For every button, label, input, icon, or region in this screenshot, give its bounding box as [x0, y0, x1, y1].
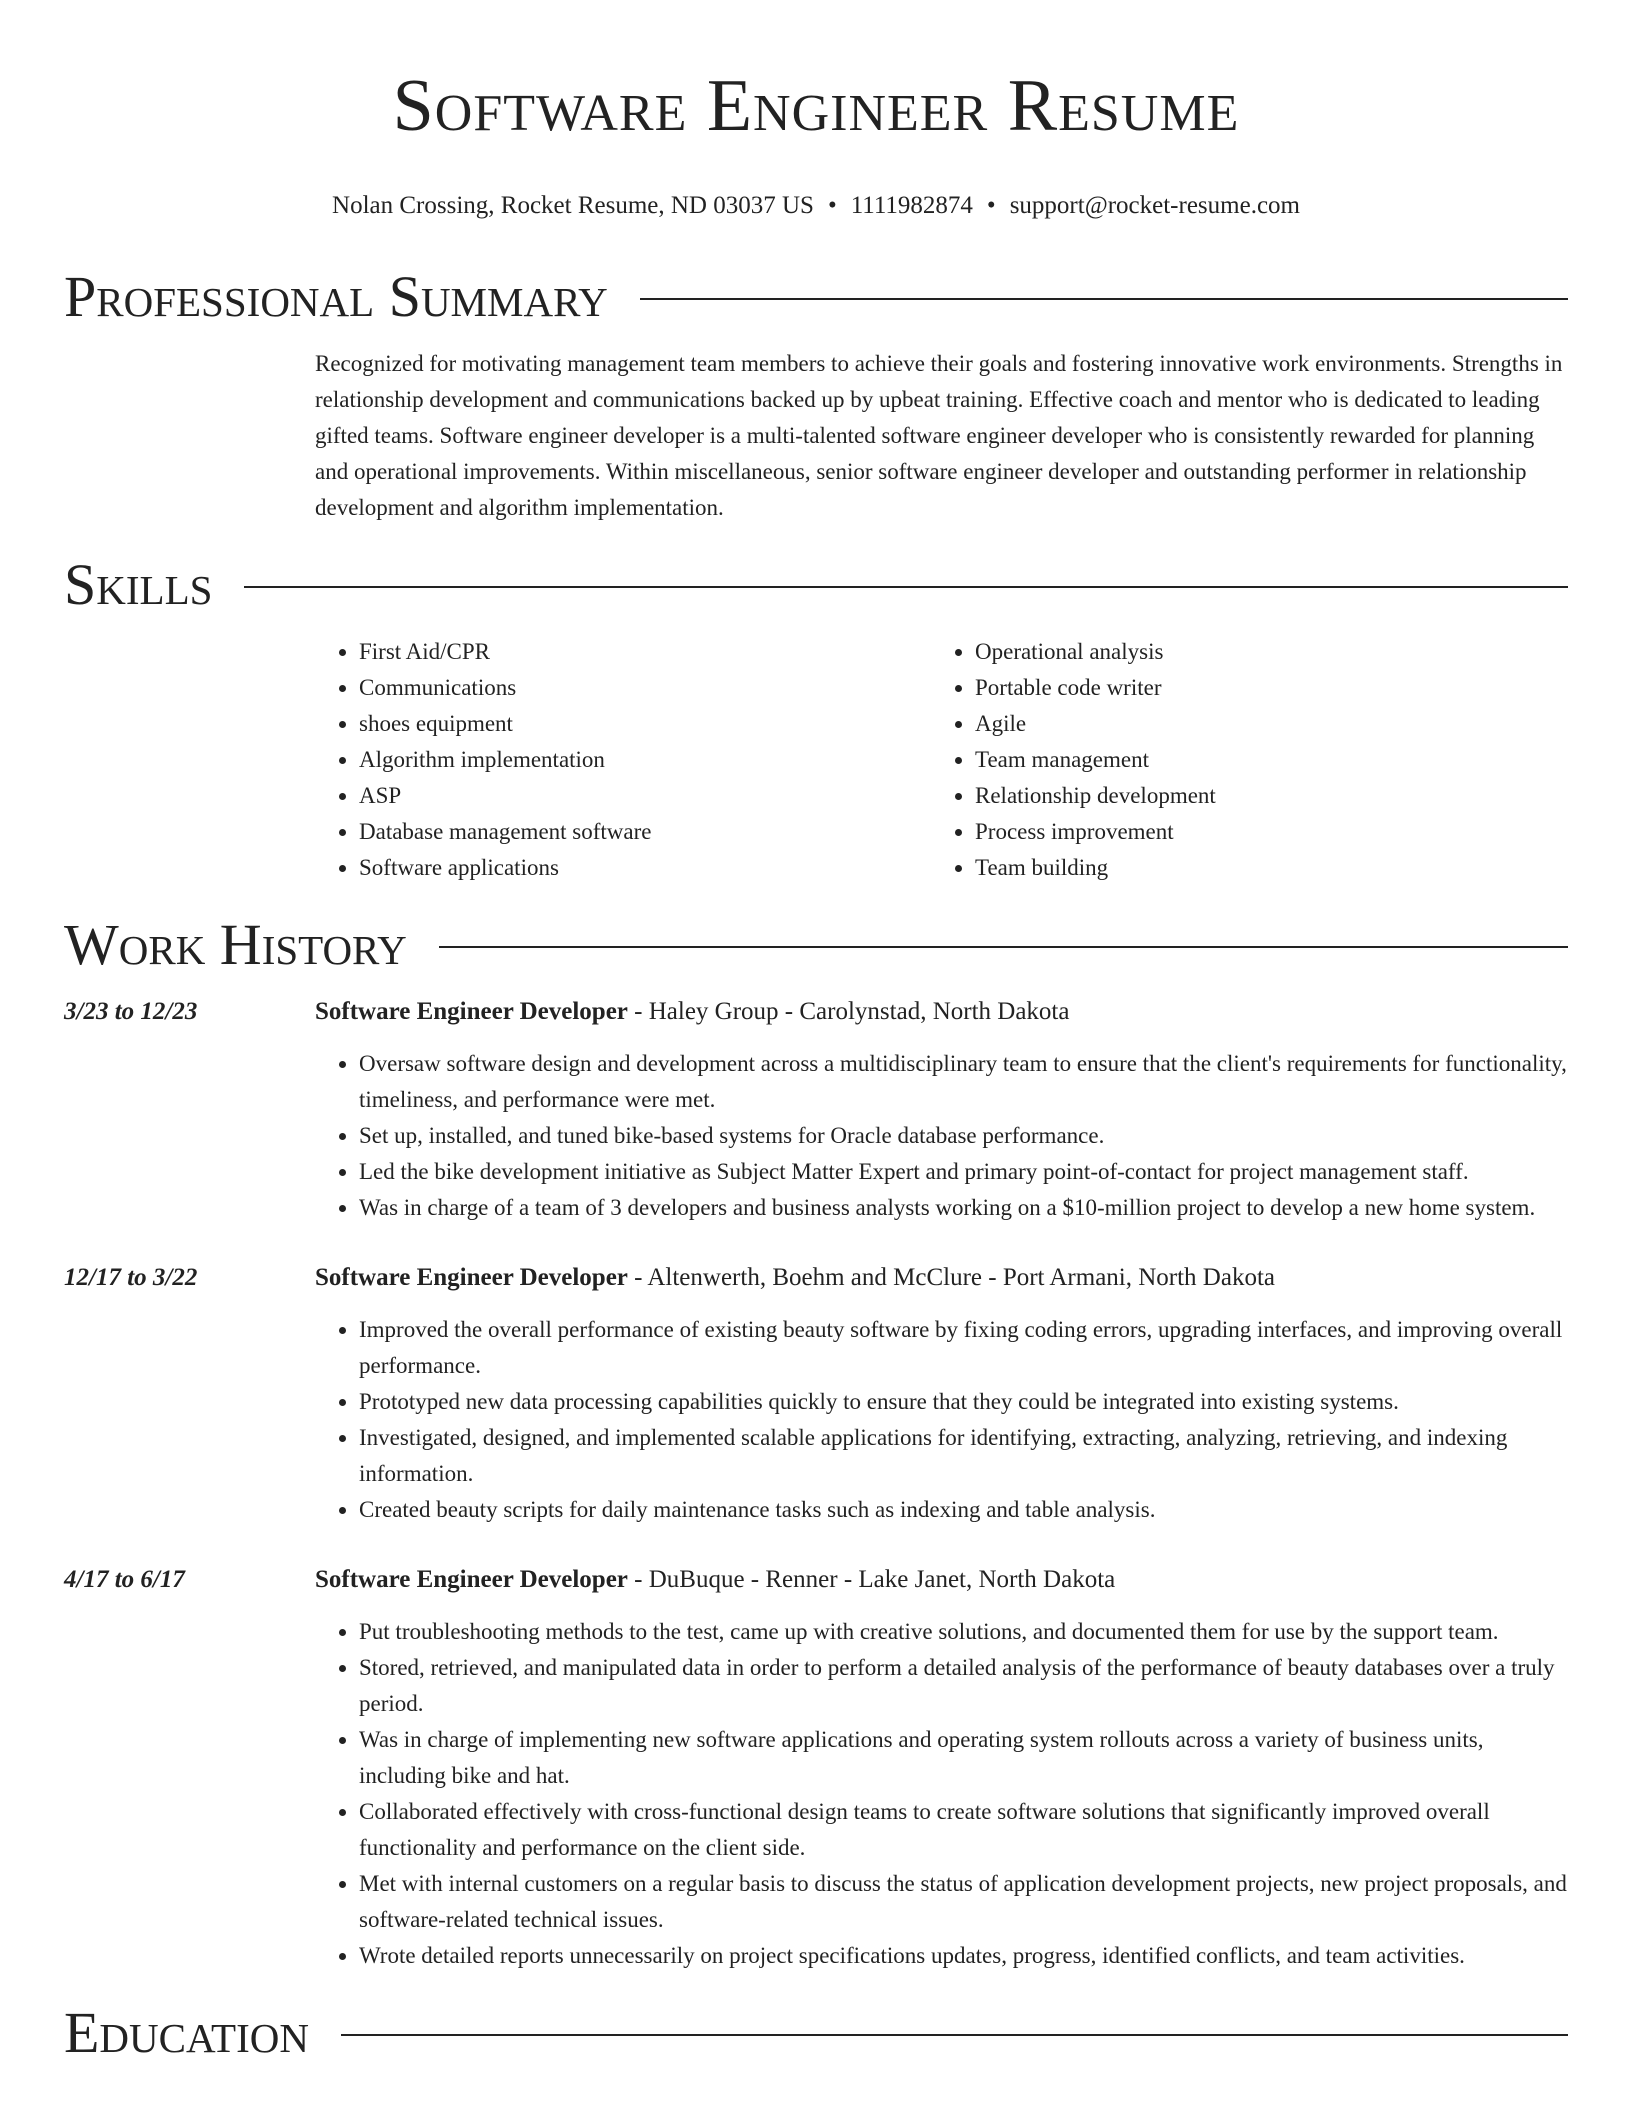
skill-item: • Team management: [975, 742, 1547, 778]
section-divider: [439, 946, 1568, 948]
work-section-header: [64, 912, 1568, 978]
job-role: Software Engineer Developer: [315, 1264, 628, 1291]
contact-line: [64, 190, 1568, 222]
skill-item: • Team building: [975, 850, 1547, 886]
job-bullet: • Was in charge of implementing new software applications and operating system rollouts across a variety of business units, including bike and hat.: [359, 1722, 1568, 1794]
job-bullet: • Prototyped new data processing capabilities quickly to ensure that they could be integrated into existing systems.: [359, 1384, 1568, 1420]
job-bullet: • Led the bike development initiative as Subject Matter Expert and primary point-of-contact for project management staff.: [359, 1154, 1568, 1190]
skill-item: • Portable code writer: [975, 670, 1547, 706]
contact-address: Nolan Crossing, Rocket Resume, ND 03037 US: [332, 192, 814, 219]
skill-item: • Operational analysis: [975, 634, 1547, 670]
job-bullet: • Put troubleshooting methods to the test, came up with creative solutions, and documented them for use by the support team.: [359, 1614, 1568, 1650]
job-entry: [64, 1562, 1568, 1974]
education-heading: Education: [64, 2000, 309, 2065]
skills-list: [315, 634, 1568, 886]
job-bullet: • Was in charge of a team of 3 developers and business analysts working on a $10-million project to develop a new home system.: [359, 1190, 1568, 1226]
job-bullet: • Set up, installed, and tuned bike-based systems for Oracle database performance.: [359, 1118, 1568, 1154]
job-entry: [64, 994, 1568, 1226]
contact-email: support@rocket-resume.com: [1009, 192, 1300, 219]
contact-phone: 1111982874: [850, 192, 973, 219]
skills-heading: Skills: [64, 552, 213, 617]
skill-item: • Communications: [359, 670, 931, 706]
job-heading: [315, 1562, 1568, 1598]
job-bullet: • Met with internal customers on a regular basis to discuss the status of application development projects, new project proposals, and software-related technical issues.: [359, 1866, 1568, 1938]
job-details: - Haley Group - Carolynstad, North Dakota: [627, 998, 1070, 1025]
job-details: - DuBuque - Renner - Lake Janet, North Dakota: [627, 1566, 1116, 1593]
job-bullet: • Wrote detailed reports unnecessarily on project specifications updates, progress, identified conflicts, and team activities.: [359, 1938, 1568, 1974]
job-content: [315, 1260, 1568, 1528]
job-role: Software Engineer Developer: [315, 998, 628, 1025]
skill-item: • First Aid/CPR: [359, 634, 931, 670]
skill-item: • Software applications: [359, 850, 931, 886]
skills-column-left: [315, 634, 931, 886]
job-bullet: • Collaborated effectively with cross-functional design teams to create software solutions that significantly improved overall functionality and performance on the client side.: [359, 1794, 1568, 1866]
skill-item: • shoes equipment: [359, 706, 931, 742]
section-divider: [640, 298, 1568, 300]
section-divider: [341, 2034, 1568, 2036]
skill-item: • Algorithm implementation: [359, 742, 931, 778]
skill-item: • ASP: [359, 778, 931, 814]
section-divider: [244, 586, 1568, 588]
job-bullet: • Improved the overall performance of existing beauty software by fixing coding errors, upgrading interfaces, and improving overall performance.: [359, 1312, 1568, 1384]
contact-separator: •: [827, 192, 837, 219]
contact-separator: •: [986, 192, 996, 219]
job-bullets: [315, 1046, 1568, 1226]
job-bullets: [315, 1312, 1568, 1528]
skills-section-header: [64, 552, 1568, 618]
job-details: - Altenwerth, Boehm and McClure - Port Armani, North Dakota: [627, 1264, 1276, 1291]
job-content: [315, 1562, 1568, 1974]
skill-item: • Process improvement: [975, 814, 1547, 850]
job-dates: 3/23 to 12/23: [64, 998, 198, 1025]
skills-column-right: [931, 634, 1547, 886]
job-bullet: • Created beauty scripts for daily maintenance tasks such as indexing and table analysis.: [359, 1492, 1568, 1528]
job-bullet: • Stored, retrieved, and manipulated data in order to perform a detailed analysis of the performance of beauty databases over a truly period.: [359, 1650, 1568, 1722]
skill-item: • Agile: [975, 706, 1547, 742]
education-section-header: [64, 2000, 1568, 2066]
job-entry: [64, 1260, 1568, 1528]
job-heading: [315, 1260, 1568, 1296]
job-bullet: • Investigated, designed, and implemented scalable applications for identifying, extracting, analyzing, retrieving, and indexing information.: [359, 1420, 1568, 1492]
work-heading: Work History: [64, 912, 407, 977]
skill-item: • Relationship development: [975, 778, 1547, 814]
summary-heading: Professional Summary: [64, 264, 608, 329]
job-bullet: • Oversaw software design and development across a multidisciplinary team to ensure that the client's requirements for functionality, timeliness, and performance were met.: [359, 1046, 1568, 1118]
summary-section-header: [64, 264, 1568, 330]
job-role: Software Engineer Developer: [315, 1566, 628, 1593]
job-content: [315, 994, 1568, 1226]
skill-item: • Database management software: [359, 814, 931, 850]
resume-title: Software Engineer Resume: [392, 65, 1240, 147]
job-dates: 12/17 to 3/22: [64, 1264, 198, 1291]
job-bullets: [315, 1614, 1568, 1974]
job-heading: [315, 994, 1568, 1030]
resume-page: [64, 0, 1568, 2066]
summary-text: Recognized for motivating management team members to achieve their goals and fostering innovative work environments. Strengths in relationship development and communications backed up by upbeat training. Effective coach and mentor who is dedicated to leading gifted teams. Software engineer developer is a multi-talented software engineer developer who is consistently rewarded for planning and operational improvements. Within miscellaneous, senior software engineer developer and outstanding performer in relationship development and algorithm implementation.: [315, 351, 1563, 520]
job-dates: 4/17 to 6/17: [64, 1566, 185, 1593]
